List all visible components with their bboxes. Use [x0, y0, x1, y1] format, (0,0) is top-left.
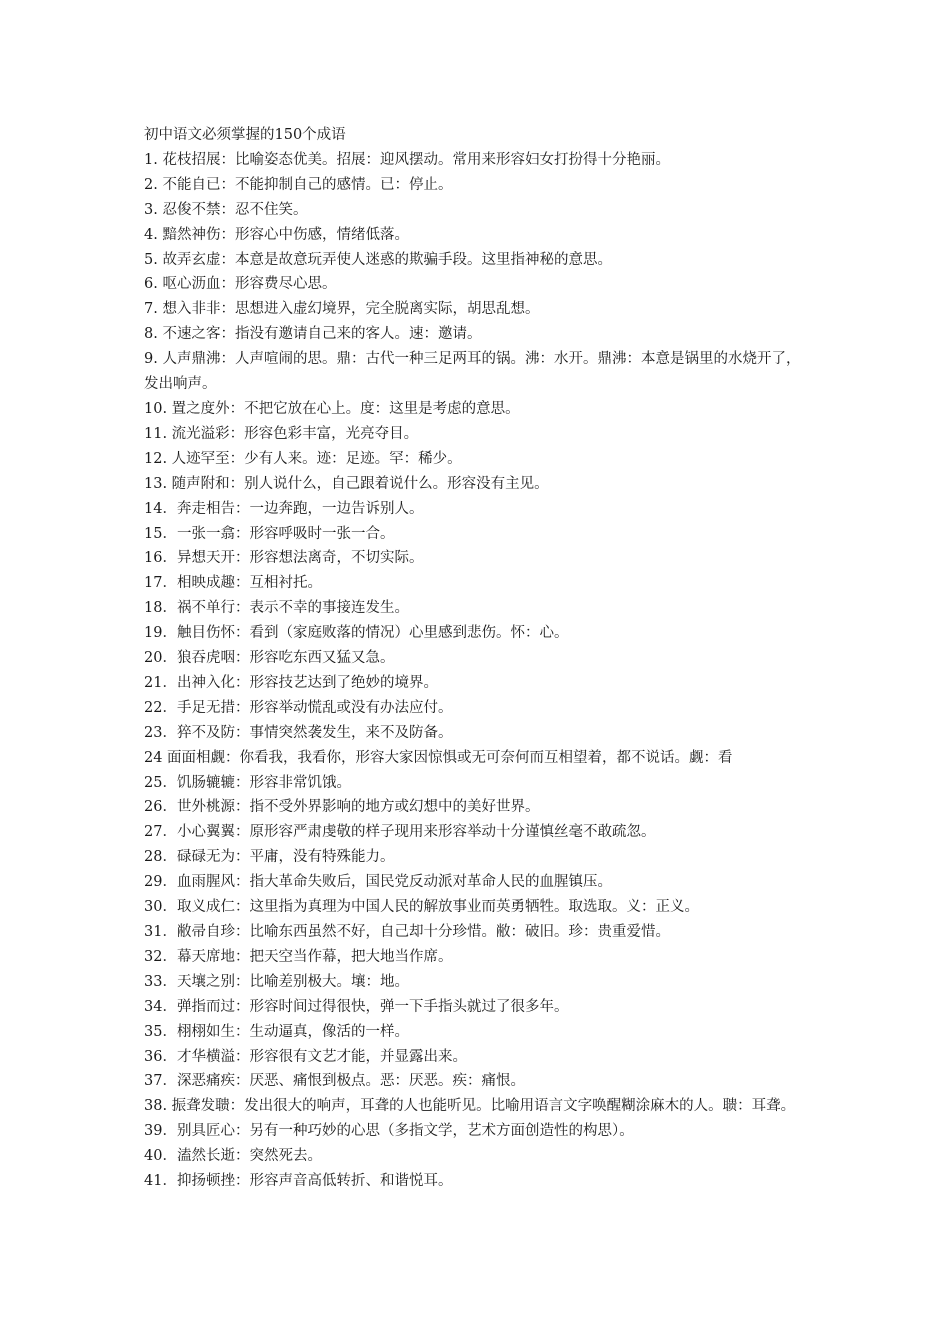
entry-16: 16．异想天开：形容想法离奇，不切实际。	[144, 550, 424, 567]
entry-32: 32．幕天席地：把天空当作幕，把大地当作席。	[144, 948, 453, 965]
entry-38: 38. 振聋发聩：发出很大的响声，耳聋的人也能听见。比喻用语言文字唤醒糊涂麻木的人。聩：耳聋。	[144, 1098, 796, 1115]
entry-31: 31．敝帚自珍：比喻东西虽然不好，自己却十分珍惜。敝：破旧。珍：贵重爱惜。	[144, 924, 670, 940]
entry-18: 18．祸不单行：表示不幸的事接连发生。	[144, 600, 409, 617]
entry-21: 21．出神入化：形容技艺达到了绝妙的境界。	[144, 674, 438, 691]
entry-25: 25．饥肠辘辘：形容非常饥饿。	[144, 774, 351, 791]
entry-10: 10. 置之度外：不把它放在心上。度：这里是考虑的意思。	[144, 400, 520, 417]
document-title: 初中语文必须掌握的150个成语	[144, 127, 346, 143]
entry-28: 28．碌碌无为：平庸，没有特殊能力。	[144, 849, 395, 866]
entry-15: 15．一张一翕：形容呼吸时一张一合。	[144, 525, 395, 542]
entry-40: 40．溘然长逝：突然死去。	[144, 1148, 322, 1165]
entry-27: 27．小心翼翼：原形容严肃虔敬的样子现用来形容举动十分谨慎丝毫不敢疏忽。	[144, 824, 656, 841]
entry-11: 11. 流光溢彩：形容色彩丰富，光亮夺目。	[144, 425, 419, 442]
entry-6: 6. 呕心沥血：形容费尽心思。	[144, 276, 337, 293]
entry-35: 35．栩栩如生：生动逼真，像活的一样。	[144, 1023, 409, 1040]
entry-12: 12. 人迹罕至：少有人来。迹：足迹。罕：稀少。	[144, 450, 462, 467]
entry-41: 41．抑扬顿挫：形容声音高低转折、和谐悦耳。	[144, 1173, 453, 1190]
entry-2: 2. 不能自已：不能抑制自己的感情。已：停止。	[144, 176, 453, 193]
entry-17: 17．相映成趣：互相衬托。	[144, 575, 322, 592]
entry-33: 33．天壤之别：比喻差别极大。壤：地。	[144, 973, 409, 990]
entry-9: 9. 人声鼎沸：人声喧闹的思。鼎：古代一种三足两耳的锅。沸：水开。鼎沸：本意是锅里的水烧开了，发出响声。	[144, 351, 801, 393]
document-body	[144, 123, 814, 1194]
entry-29: 29．血雨腥风：指大革命失败后，国民党反动派对革命人民的血腥镇压。	[144, 874, 612, 891]
entry-37: 37．深恶痛疾：厌恶、痛恨到极点。恶：厌恶。疾：痛恨。	[144, 1073, 525, 1090]
entry-13: 13. 随声附和：别人说什么，自己跟着说什么。形容没有主见。	[144, 475, 549, 492]
entry-26: 26．世外桃源：指不受外界影响的地方或幻想中的美好世界。	[144, 799, 540, 816]
entry-34: 34．弹指而过：形容时间过得很快，弹一下手指头就过了很多年。	[144, 998, 569, 1015]
entry-22: 22．手足无措：形容举动慌乱或没有办法应付。	[144, 699, 453, 716]
entry-5: 5. 故弄玄虚：本意是故意玩弄使人迷惑的欺骗手段。这里指神秘的意思。	[144, 251, 612, 268]
entry-4: 4. 黯然神伤：形容心中伤感，情绪低落。	[144, 226, 409, 243]
entry-7: 7. 想入非非：思想进入虚幻境界，完全脱离实际，胡思乱想。	[144, 301, 540, 318]
entry-24: 24 面面相觑：你看我，我看你，形容大家因惊惧或无可奈何而互相望着，都不说话。觑：看	[144, 749, 733, 766]
entry-39: 39．别具匠心：另有一种巧妙的心思（多指文学，艺术方面创造性的构思）。	[144, 1123, 634, 1140]
entry-14: 14．奔走相告：一边奔跑，一边告诉别人。	[144, 500, 424, 517]
entry-20: 20．狼吞虎咽：形容吃东西又猛又急。	[144, 650, 395, 667]
entry-3: 3. 忍俊不禁：忍不住笑。	[144, 201, 308, 218]
entry-19: 19．触目伤怀：看到（家庭败落的情况）心里感到悲伤。怀：心。	[144, 625, 569, 642]
entry-30: 30．取义成仁：这里指为真理为中国人民的解放事业而英勇牺牲。取选取。义：正义。	[144, 899, 699, 916]
entry-1: 1. 花枝招展：比喻姿态优美。招展：迎风摆动。常用来形容妇女打扮得十分艳丽。	[144, 151, 670, 168]
entry-8: 8. 不速之客：指没有邀请自己来的客人。速：邀请。	[144, 326, 482, 343]
entry-23: 23．猝不及防：事情突然袭发生，来不及防备。	[144, 724, 453, 741]
entry-36: 36．才华横溢：形容很有文艺才能，并显露出来。	[144, 1048, 467, 1065]
